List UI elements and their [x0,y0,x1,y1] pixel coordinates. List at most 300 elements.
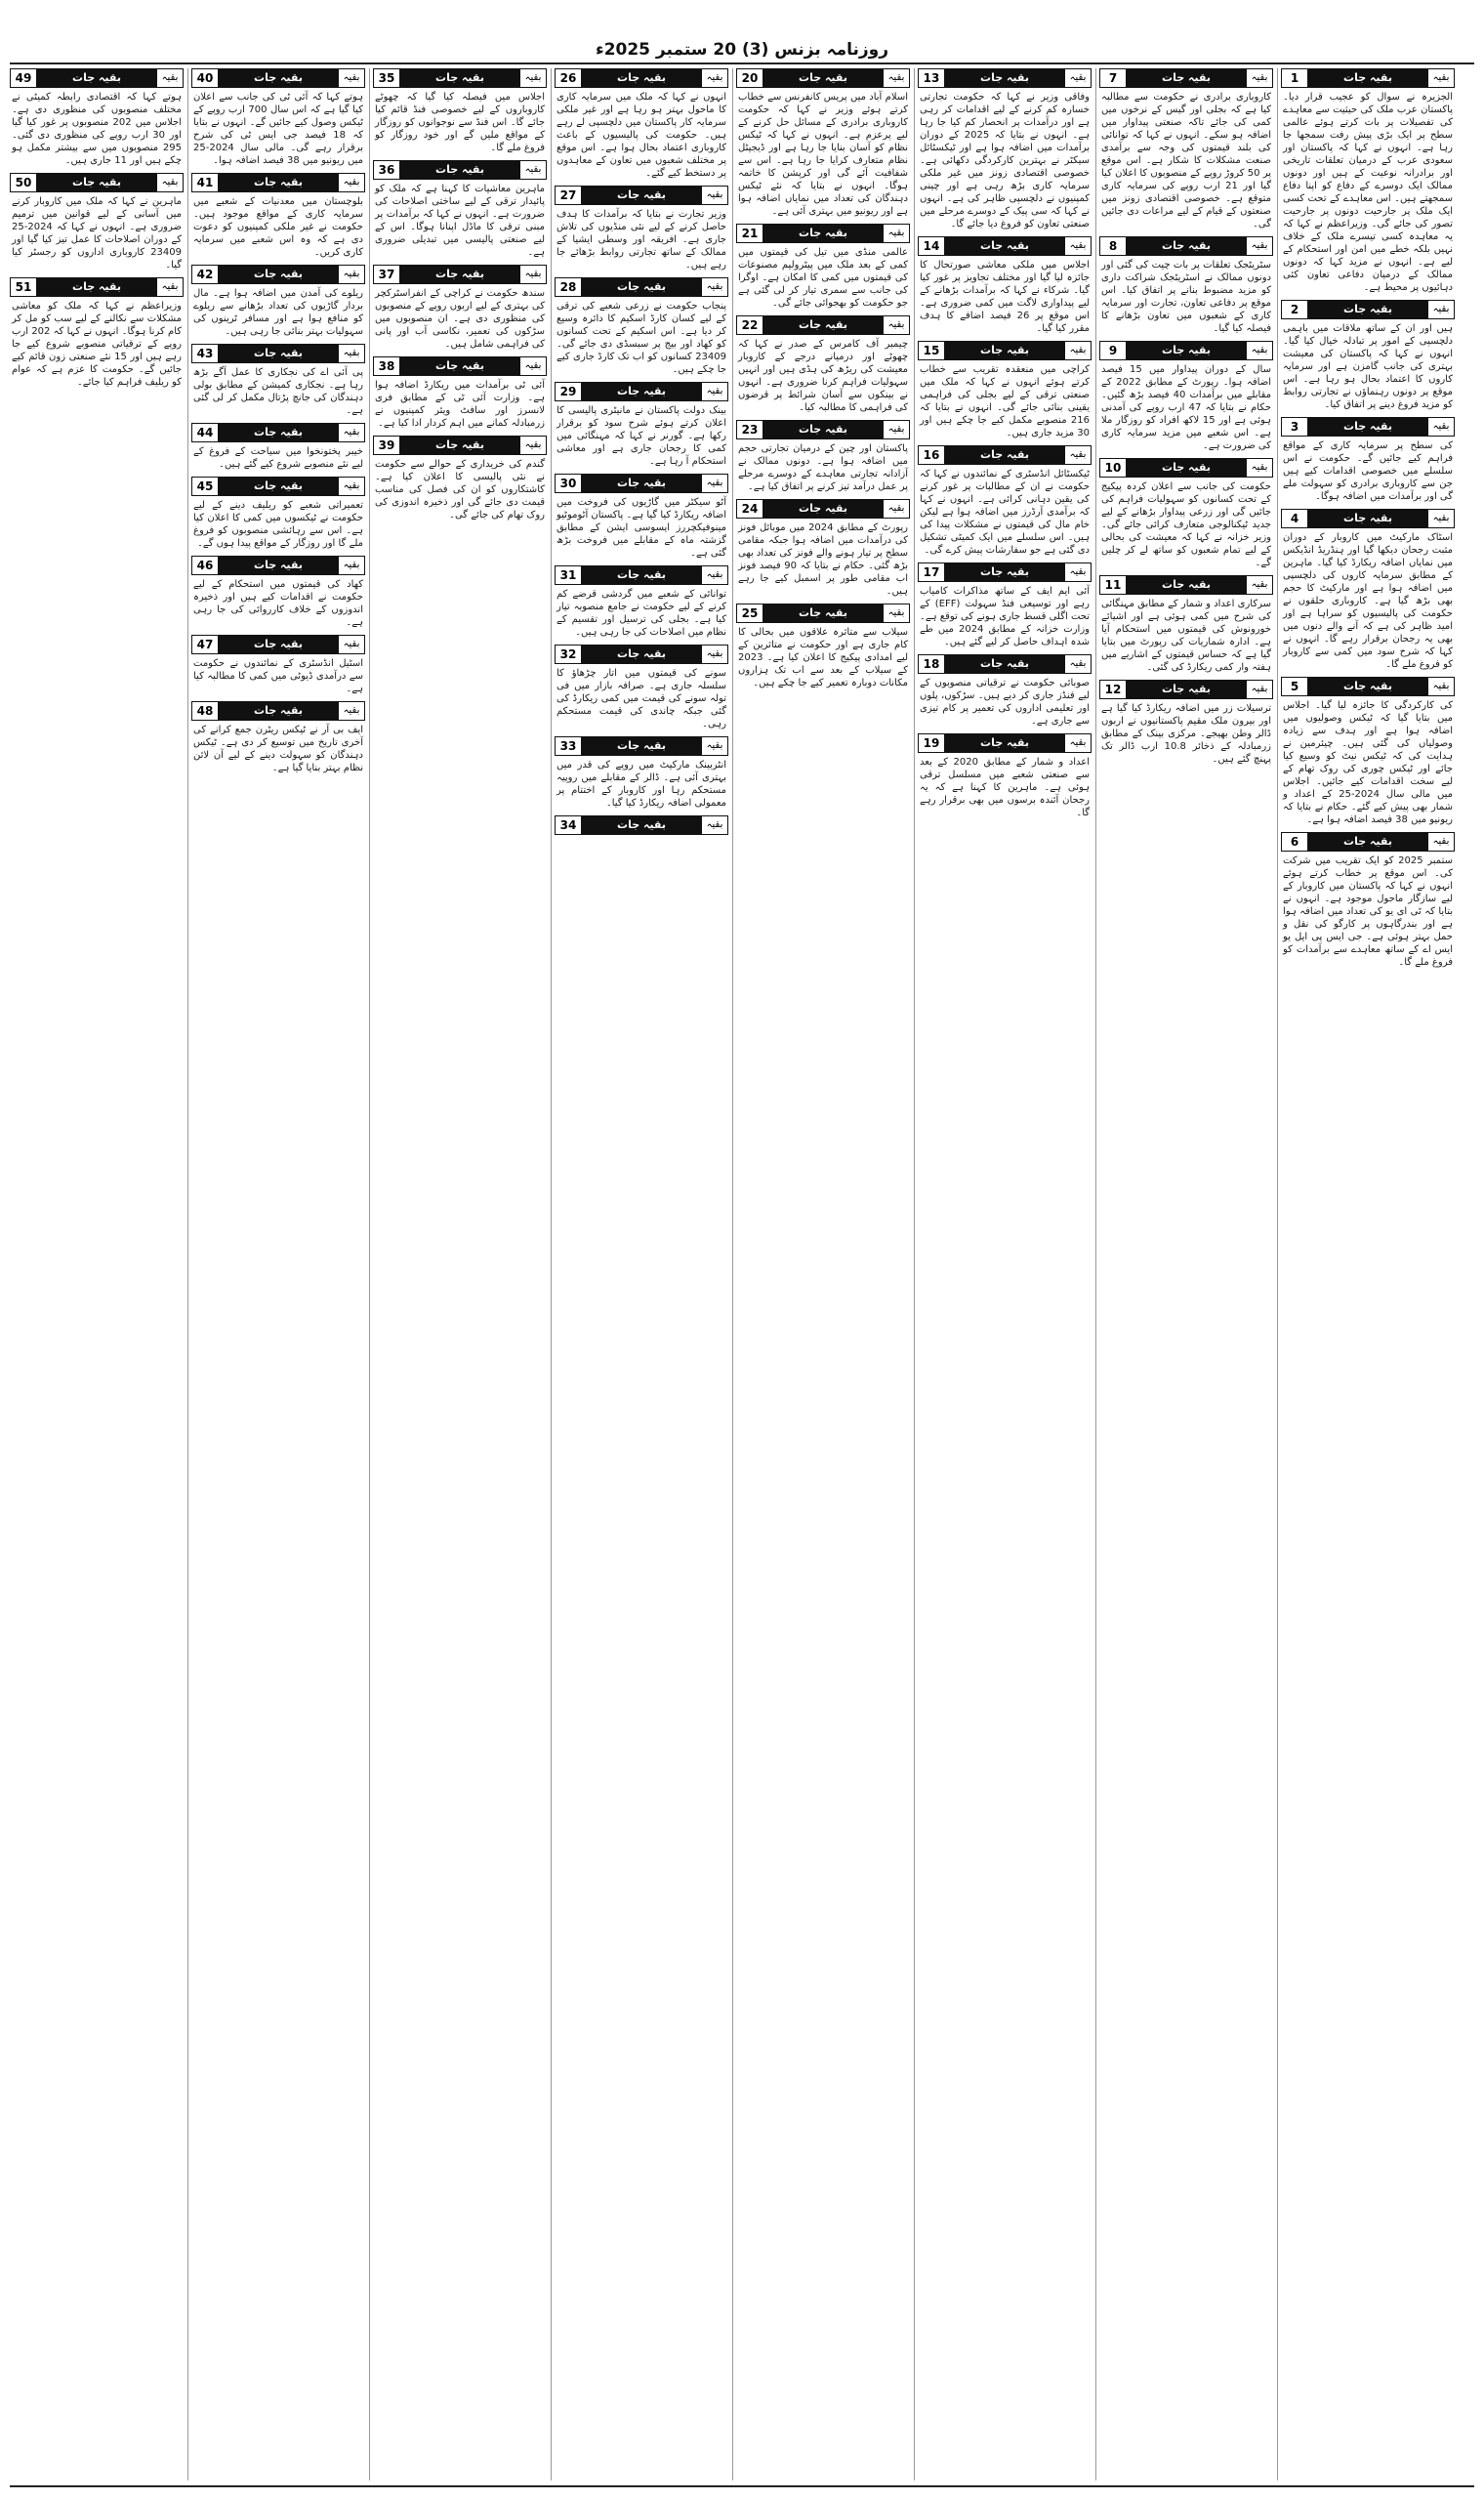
continuation-item [555,815,728,835]
continuation-tag: بقیہ [519,437,546,454]
section-label: بقیہ جات [1127,681,1246,698]
section-label: بقیہ جات [1308,510,1427,527]
item-number: 41 [192,174,219,191]
continuation-tag: بقیہ [1064,342,1091,359]
continuation-header [373,265,547,284]
continuation-header [1099,236,1273,256]
item-number: 16 [919,446,945,464]
continuation-item [555,68,728,180]
continuation-item [555,736,728,810]
item-number: 11 [1100,576,1127,594]
continuation-tag: بقیہ [701,383,727,400]
item-body-text: انٹربینک مارکیٹ میں روپے کی قدر میں بہتری آئی ہے۔ ڈالر کے مقابلے میں روپیہ مستحکم رہا اور کاروبار کے اختتام پر معمولی اضافہ ریکارڈ کیا گیا۔ [556,760,726,809]
section-label: بقیہ جات [219,345,338,362]
continuation-item [1281,832,1455,969]
continuation-header [1099,341,1273,360]
section-label: بقیہ جات [219,266,338,283]
continuation-header [1281,509,1455,528]
continuation-tag: بقیہ [883,604,909,622]
section-label: بقیہ جات [763,316,883,334]
item-body-text: پنجاب حکومت نے زرعی شعبے کی ترقی کے لیے کسان کارڈ اسکیم کا دائرہ وسیع کر دیا ہے۔ اس اسکیم کے تحت کسانوں کو کھاد اور بیج پر سبسڈی دی جائے گی۔ 23409 کسانوں کو اب تک کارڈ جاری کیے جا چکے ہیں۔ [556,301,726,375]
continuation-tag: بقیہ [519,266,546,283]
section-label: بقیہ جات [1127,342,1246,359]
item-body-text: اسٹیل انڈسٹری کے نمائندوں نے حکومت سے درآمدی ڈیوٹی میں کمی کا مطالبہ کیا ہے۔ [193,658,363,694]
continuation-tag: بقیہ [1064,446,1091,464]
continuation-tag: بقیہ [701,566,727,584]
item-body-text: بینک دولت پاکستان نے مانیٹری پالیسی کا اعلان کرتے ہوئے شرح سود کو برقرار رکھا ہے۔ گورنر نے کہا کہ مہنگائی میں کمی کا رجحان جاری ہے اور معاشی استحکام آ رہا ہے۔ [556,405,726,467]
continuation-header [555,736,728,756]
continuation-header [555,645,728,664]
section-label: بقیہ جات [1308,418,1427,436]
continuation-tag: بقیہ [883,500,909,518]
continuation-item [555,277,728,376]
column-4 [736,68,910,2480]
masthead-rule [10,62,1474,64]
item-number: 28 [556,278,582,296]
continuation-item [10,68,184,167]
continuation-header [191,477,365,496]
item-body-text: ماہرین نے کہا کہ ملک میں کاروبار کرنے میں آسانی کے لیے قوانین میں ترمیم ضروری ہے۔ انہوں نے کہا کہ 2024-25 کے دوران اصلاحات کا عمل تیز کیا گیا اور 23409 کاروباری اداروں کو رجسٹر کیا گیا۔ [12,196,182,271]
item-body-text: آئی ٹی برآمدات میں ریکارڈ اضافہ ہوا ہے۔ وزارت آئی ٹی کے مطابق فری لانسرز اور سافٹ ویئر کمپنیوں نے زرمبادلہ کمانے میں اہم کردار ادا کیا ہے۔ [375,380,545,429]
item-body-text: وزیراعظم نے کہا کہ ملک کو معاشی مشکلات سے نکالنے کے لیے سب کو مل کر کام کرنا ہوگا۔ انہوں نے کہا کہ 202 ارب روپے کے ترقیاتی منصوبے شروع کیے جا رہے ہیں اور 15 نئے صنعتی زون قائم کیے جائیں گے۔ حکومت کا عزم ہے کہ عوام کو ریلیف فراہم کیا جائے۔ [12,301,183,388]
item-body-text: کھاد کی قیمتوں میں استحکام کے لیے حکومت نے اقدامات کیے ہیں اور ذخیرہ اندوزوں کے خلاف کارروائی کی جا رہی ہے۔ [193,579,363,628]
item-body-text: کی کارکردگی کا جائزہ لیا گیا۔ اجلاس میں بتایا گیا کہ ٹیکس وصولیوں میں اضافہ ہوا ہے اور ہدف سے زیادہ وصولیاں کی گئی ہیں۔ چیئرمین نے ہدایت کی کہ ٹیکس نیٹ کو وسیع کیا جائے اور ٹیکس چوری کی روک تھام کے لیے سخت اقدامات کیے جائیں۔ اجلاس میں مالی سال 2024-25 کے اعداد و شمار بھی پیش کیے گئے۔ حکام نے بتایا کہ ریونیو میں 38 فیصد اضافہ ہوا ہے۔ [1283,700,1453,825]
continuation-tag: بقیہ [1427,678,1454,695]
item-number: 51 [11,278,37,296]
continuation-tag: بقیہ [519,357,546,375]
continuation-item [918,654,1092,728]
item-number: 3 [1282,418,1308,436]
continuation-tag: بقیہ [519,161,546,179]
column-separator [732,68,733,2480]
item-number: 46 [192,557,219,574]
section-label: بقیہ جات [1308,301,1427,318]
continuation-header [1099,68,1273,88]
item-body-text: عالمی منڈی میں تیل کی قیمتوں میں کمی کے بعد ملک میں پیٹرولیم مصنوعات کی قیمتوں میں کمی کا امکان ہے۔ اوگرا کی جانب سے سمری تیار کر لی گئی ہے جو حکومت کو بھجوائی جائے گی۔ [738,247,908,309]
continuation-item [555,382,728,468]
item-body-text: اجلاس میں ملکی معاشی صورتحال کا جائزہ لیا گیا اور مختلف تجاویز پر غور کیا گیا۔ شرکاء نے کہا کہ برآمدات بڑھانے کے لیے پیداواری لاگت میں کمی ضروری ہے۔ اس موقع پر 26 فیصد اضافے کا ہدف مقرر کیا گیا۔ [920,260,1090,334]
item-body-text: سال کے دوران پیداوار میں 15 فیصد اضافہ ہوا۔ رپورٹ کے مطابق 2022 کے مقابلے میں برآمدات 40 فیصد بڑھ گئیں۔ حکام نے بتایا کہ 47 ارب روپے کی آمدنی ہوئی ہے اور 15 لاکھ افراد کو روزگار ملا ہے۔ اس شعبے میں مزید سرمایہ کاری کی ضرورت ہے۔ [1101,364,1271,451]
continuation-item [555,645,728,730]
continuation-header [736,315,910,335]
item-body-text: سرکاری اعداد و شمار کے مطابق مہنگائی کی شرح میں کمی ہوئی ہے اور اشیائے خورونوش کی قیمتوں میں استحکام آیا ہے۔ ادارہ شماریات کی رپورٹ میں بتایا گیا ہے کہ حساس قیمتوں کے اشاریے میں ہفتہ وار کمی ریکارڈ کی گئی۔ [1101,599,1271,673]
item-number: 1 [1282,69,1308,87]
footer-rule [10,2485,1474,2487]
continuation-item [373,436,547,521]
item-body-text: وفاقی وزیر نے کہا کہ حکومت تجارتی خسارہ کم کرنے کے لیے اقدامات کر رہی ہے اور درآمدات پر انحصار کم کیا جا رہا ہے۔ انہوں نے بتایا کہ 2025 کے دوران برآمدات میں اضافہ ہوا ہے اور ٹیکسٹائل سیکٹر نے بہترین کارکردگی دکھائی ہے۔ خصوصی اقتصادی زونز میں غیر ملکی سرمایہ کاری بڑھ رہی ہے اور چینی کمپنیوں نے دلچسپی ظاہر کی ہے۔ انہوں نے کہا کہ سی پیک کے دوسرے مرحلے میں صنعتی تعاون کو فروغ دیا جائے گا۔ [920,92,1090,229]
section-label: بقیہ جات [400,69,519,87]
continuation-header [918,68,1092,88]
item-number: 18 [919,655,945,673]
item-body-text: خیبر پختونخوا میں سیاحت کے فروغ کے لیے نئے منصوبے شروع کیے گئے ہیں۔ [193,446,363,470]
item-number: 7 [1100,69,1127,87]
continuation-tag: بقیہ [701,646,727,663]
section-label: بقیہ جات [1127,459,1246,477]
continuation-item [373,160,547,259]
continuation-item [10,173,184,271]
continuation-item [736,420,910,493]
continuation-tag: بقیہ [883,316,909,334]
continuation-item [191,477,365,550]
section-label: بقیہ جات [582,278,701,296]
column-7 [191,68,365,2480]
section-label: بقیہ جات [37,174,156,191]
continuation-tag: بقیہ [338,266,364,283]
continuation-tag: بقیہ [1246,237,1272,255]
continuation-tag: بقیہ [338,174,364,191]
item-body-text: اسلام آباد میں پریس کانفرنس سے خطاب کرتے ہوئے وزیر نے کہا کہ حکومت کاروباری برادری کے مسائل حل کرنے کے لیے پرعزم ہے۔ انہوں نے کہا کہ ٹیکس نظام کو آسان بنایا جا رہا ہے اور ڈیجیٹل نظام متعارف کرایا جا رہا ہے۔ اس سے شفافیت آئے گی اور کرپشن کا خاتمہ ہوگا۔ انہوں نے بتایا کہ نئے ٹیکس دہندگان کی تعداد میں نمایاں اضافہ ہوا ہے اور ریونیو میں بہتری آئی ہے۔ [738,92,908,217]
continuation-header [736,68,910,88]
item-body-text: تعمیراتی شعبے کو ریلیف دینے کے لیے حکومت نے ٹیکسوں میں کمی کا اعلان کیا ہے۔ اس سے رہائشی منصوبوں کو فروغ ملے گا اور روزگار کے مواقع پیدا ہوں گے۔ [193,500,363,549]
continuation-item [736,499,910,598]
item-number: 2 [1282,301,1308,318]
item-body-text: ٹیکسٹائل انڈسٹری کے نمائندوں نے کہا کہ حکومت نے ان کے مطالبات پر غور کرنے کی یقین دہانی کرائی ہے۔ انہوں نے کہا کہ برآمدی آرڈرز میں اضافہ ہوا ہے لیکن خام مال کی قیمتوں نے مشکلات پیدا کی ہیں۔ اس سلسلے میں ایک کمیٹی تشکیل دی گئی ہے جو سفارشات پیش کرے گی۔ [920,469,1090,556]
continuation-tag: بقیہ [701,187,727,204]
continuation-tag: بقیہ [701,475,727,492]
column-separator [369,68,370,2480]
section-label: بقیہ جات [219,424,338,441]
column-separator [187,68,188,2480]
item-number: 30 [556,475,582,492]
section-label: بقیہ جات [582,737,701,755]
continuation-item [191,173,365,259]
item-body-text: انہوں نے کہا کہ ملک میں سرمایہ کاری کا ماحول بہتر ہو رہا ہے اور غیر ملکی سرمایہ کار پاکستان میں دلچسپی لے رہے ہیں۔ حکومت کی پالیسیوں کے باعث کاروباری اعتماد بحال ہوا ہے۔ اس موقع پر مختلف شعبوں میں تعاون کے معاہدوں پر دستخط کیے گئے۔ [556,92,726,179]
item-number: 24 [737,500,763,518]
continuation-header [1099,575,1273,595]
item-body-text: ہوتے کہا کہ آئی ٹی کی جانب سے اعلان کیا گیا ہے کہ اس سال 700 ارب روپے کے ٹیکس وصول کیے جائیں گے۔ انہوں نے بتایا کہ 18 فیصد جی ایس ٹی کی شرح برقرار رہے گی۔ مالی سال 2024-25 میں ریونیو میں 38 فیصد اضافہ ہوا۔ [193,92,363,166]
item-body-text: ستمبر 2025 کو ایک تقریب میں شرکت کی۔ اس موقع پر خطاب کرتے ہوئے انہوں نے کہا کہ پاکستان میں کاروبار کے لیے سازگار ماحول موجود ہے۔ انہوں نے بتایا کہ ٹی ای یو کی تعداد میں اضافہ ہوا ہے اور بندرگاہوں پر کارگو کی نقل و حمل بہتر ہوئی ہے۔ جی ایس پی ایل یو ایس اے کے ساتھ معاہدے سے برآمدات کو فروغ ملے گا۔ [1283,855,1453,968]
continuation-header [918,445,1092,465]
section-label: بقیہ جات [582,383,701,400]
column-separator [551,68,552,2480]
item-number: 23 [737,421,763,438]
item-number: 47 [192,636,219,653]
item-number: 25 [737,604,763,622]
continuation-header [918,341,1092,360]
continuation-item [1099,680,1273,766]
item-number: 44 [192,424,219,441]
section-label: بقیہ جات [219,557,338,574]
continuation-item [918,562,1092,648]
continuation-item [555,565,728,639]
continuation-tag: بقیہ [1427,833,1454,851]
continuation-item [191,556,365,629]
continuation-item [191,344,365,417]
continuation-header [1281,417,1455,437]
section-label: بقیہ جات [1308,833,1427,851]
continuation-tag: بقیہ [1064,69,1091,87]
continuation-tag: بقیہ [1246,681,1272,698]
continuation-header [191,265,365,284]
item-body-text: ماہرین معاشیات کا کہنا ہے کہ ملک کو پائیدار ترقی کے لیے ساختی اصلاحات کی ضرورت ہے۔ انہوں نے کہا کہ برآمدات پر مبنی ترقی کا ماڈل اپنانا ہوگا۔ اس کے لیے صنعتی پالیسی میں تبدیلی ضروری ہے۔ [375,184,545,258]
item-number: 27 [556,187,582,204]
continuation-tag: بقیہ [338,424,364,441]
continuation-item [736,604,910,689]
section-label: بقیہ جات [763,225,883,242]
continuation-item [191,423,365,471]
continuation-header [191,556,365,575]
continuation-header [191,344,365,363]
item-number: 17 [919,563,945,581]
section-label: بقیہ جات [1127,69,1246,87]
item-number: 37 [374,266,400,283]
continuation-item [1099,458,1273,569]
continuation-item [1099,236,1273,335]
continuation-item [191,701,365,774]
section-label: بقیہ جات [400,266,519,283]
continuation-tag: بقیہ [883,225,909,242]
continuation-header [555,815,728,835]
section-label: بقیہ جات [763,69,883,87]
continuation-item [1099,341,1273,452]
item-number: 8 [1100,237,1127,255]
section-label: بقیہ جات [582,816,701,834]
continuation-header [191,701,365,721]
section-label: بقیہ جات [1308,69,1427,87]
column-6 [373,68,547,2480]
continuation-tag: بقیہ [1427,301,1454,318]
section-label: بقیہ جات [219,174,338,191]
continuation-header [191,635,365,654]
masthead [0,0,1484,61]
item-body-text: سٹریٹجک تعلقات پر بات چیت کی گئی اور دونوں ممالک نے اسٹریٹجک شراکت داری کو مزید مضبوط بنانے پر اتفاق کیا۔ اس موقع پر دفاعی تعاون، تجارت اور سرمایہ کاری کے شعبوں میں تعاون بڑھانے کا فیصلہ کیا گیا۔ [1101,260,1271,334]
continuation-header [736,499,910,519]
item-body-text: وزیر تجارت نے بتایا کہ برآمدات کا ہدف حاصل کرنے کے لیے نئی منڈیوں کی تلاش جاری ہے۔ افریقہ اور وسطی ایشیا کے ممالک کے ساتھ تجارتی روابط بڑھائے جا رہے ہیں۔ [556,209,726,271]
section-label: بقیہ جات [37,278,156,296]
section-label: بقیہ جات [582,187,701,204]
continuation-header [555,474,728,493]
continuation-item [736,224,910,310]
item-body-text: کاروباری برادری نے حکومت سے مطالبہ کیا ہے کہ بجلی اور گیس کے نرخوں میں کمی کی جائے تاکہ صنعتی پیداوار میں اضافہ ہو سکے۔ انہوں نے کہا کہ توانائی کی بلند قیمتوں کی وجہ سے برآمدی صنعت مشکلات کا شکار ہے۔ اس موقع پر 50 کروڑ روپے کے منصوبوں کا اعلان کیا گیا اور 21 ارب روپے کی سرمایہ کاری متوقع ہے۔ خصوصی اقتصادی زونز میں صنعتوں کے قیام کے لیے مراعات دی جائیں گی۔ [1101,92,1271,229]
continuation-item [1281,300,1455,411]
continuation-tag: بقیہ [701,737,727,755]
continuation-header [555,186,728,205]
item-body-text: صوبائی حکومت نے ترقیاتی منصوبوں کے لیے فنڈز جاری کر دیے ہیں۔ سڑکوں، پلوں اور تعلیمی اداروں کی تعمیر پر کام تیزی سے جاری ہے۔ [920,678,1090,727]
item-body-text: ایف بی آر نے ٹیکس ریٹرن جمع کرانے کی آخری تاریخ میں توسیع کر دی ہے۔ ٹیکس دہندگان کو سہولت دینے کے لیے آن لائن نظام بہتر بنایا گیا ہے۔ [193,725,363,773]
section-label: بقیہ جات [582,69,701,87]
continuation-header [1281,832,1455,852]
continuation-tag: بقیہ [701,69,727,87]
item-number: 4 [1282,510,1308,527]
continuation-tag: بقیہ [338,702,364,720]
item-number: 31 [556,566,582,584]
section-label: بقیہ جات [763,500,883,518]
continuation-header [1099,680,1273,699]
section-label: بقیہ جات [219,636,338,653]
continuation-item [918,733,1092,819]
item-body-text: اجلاس میں فیصلہ کیا گیا کہ چھوٹے کاروباروں کے لیے خصوصی فنڈ قائم کیا جائے گا۔ اس فنڈ سے نوجوانوں کو روزگار کے مواقع ملیں گے اور خود روزگار کو فروغ ملے گا۔ [375,92,545,153]
continuation-item [918,236,1092,335]
continuation-header [555,382,728,401]
section-label: بقیہ جات [945,69,1064,87]
continuation-item [1281,677,1455,826]
continuation-header [555,277,728,297]
continuation-item [191,68,365,167]
item-body-text: چیمبر آف کامرس کے صدر نے کہا کہ چھوٹے اور درمیانے درجے کے کاروبار معیشت کی ریڑھ کی ہڈی ہیں اور انہیں سہولیات فراہم کرنا ضروری ہے۔ انہوں نے بینکوں سے آسان شرائط پر قرضوں کی فراہمی کا مطالبہ کیا۔ [738,339,908,413]
item-body-text: رپورٹ کے مطابق 2024 میں موبائل فونز کی درآمدات میں اضافہ ہوا جبکہ مقامی سطح پر تیار ہونے والے فونز کی تعداد بھی بڑھ گئی۔ حکام نے بتایا کہ 90 فیصد فونز اب مقامی طور پر اسمبل کیے جا رہے ہیں۔ [738,522,908,597]
continuation-tag: بقیہ [1246,459,1272,477]
section-label: بقیہ جات [763,604,883,622]
item-number: 13 [919,69,945,87]
column-2 [1099,68,1273,2480]
item-body-text: ترسیلات زر میں اضافہ ریکارڈ کیا گیا ہے اور بیرون ملک مقیم پاکستانیوں نے اربوں ڈالر وطن بھیجے۔ مرکزی بینک کے مطابق زرمبادلہ کے ذخائر 10.8 ارب ڈالر تک پہنچ گئے ہیں۔ [1101,703,1271,765]
continuation-item [555,186,728,271]
section-label: بقیہ جات [582,646,701,663]
item-number: 26 [556,69,582,87]
item-body-text: حکومت کی جانب سے اعلان کردہ پیکیج کے تحت کسانوں کو سہولیات فراہم کی جائیں گی اور زرعی پیداوار بڑھانے کے لیے جدید ٹیکنالوجی متعارف کرائی جائے گی۔ وزیر خزانہ نے کہا کہ معیشت کی بحالی کے لیے تمام شعبوں کو ساتھ لے کر چلیں گے۔ [1101,481,1271,568]
item-number: 14 [919,237,945,255]
section-label: بقیہ جات [37,69,156,87]
column-5 [555,68,728,2480]
item-number: 36 [374,161,400,179]
item-number: 20 [737,69,763,87]
item-number: 32 [556,646,582,663]
continuation-header [555,68,728,88]
item-number: 22 [737,316,763,334]
continuation-header [918,654,1092,674]
item-body-text: اعداد و شمار کے مطابق 2020 کے بعد سے صنعتی شعبے میں مسلسل ترقی ہوئی ہے۔ ماہرین کا کہنا ہے کہ یہ رجحان آئندہ برسوں میں بھی برقرار رہے گا۔ [920,757,1090,818]
continuation-tag: بقیہ [519,69,546,87]
continuation-tag: بقیہ [883,69,909,87]
continuation-item [1281,68,1455,294]
item-body-text: پاکستان اور چین کے درمیان تجارتی حجم میں اضافہ ہوا ہے۔ دونوں ممالک نے آزادانہ تجارتی معاہدے کے دوسرے مرحلے پر عمل درآمد تیز کرنے پر اتفاق کیا ہے۔ [738,443,908,492]
continuation-header [1099,458,1273,478]
continuation-header [373,356,547,376]
continuation-item [1099,68,1273,230]
section-label: بقیہ جات [400,437,519,454]
item-number: 29 [556,383,582,400]
continuation-tag: بقیہ [1427,69,1454,87]
section-label: بقیہ جات [1127,576,1246,594]
continuation-tag: بقیہ [1064,734,1091,752]
item-body-text: توانائی کے شعبے میں گردشی قرضے کم کرنے کے لیے حکومت نے جامع منصوبہ تیار کیا ہے۔ بجلی کی ترسیل اور تقسیم کے نظام میں اصلاحات کی جا رہی ہیں۔ [556,589,726,638]
column-1 [1281,68,1455,2480]
item-body-text: سندھ حکومت نے کراچی کے انفراسٹرکچر کی بہتری کے لیے اربوں روپے کے منصوبوں کی منظوری دی ہے۔ ان منصوبوں میں سڑکوں کی تعمیر، نکاسی آب اور پانی کی فراہمی شامل ہیں۔ [375,288,545,350]
continuation-tag: بقیہ [156,174,183,191]
continuation-header [373,436,547,455]
continuation-header [373,68,547,88]
continuation-header [10,173,184,192]
item-body-text: کراچی میں منعقدہ تقریب سے خطاب کرتے ہوئے انہوں نے کہا کہ ملک میں صنعتی ترقی کے لیے بجلی کی فراہمی یقینی بنائی جائے گی۔ انہوں نے بتایا کہ 216 منصوبے مکمل کیے جا چکے ہیں اور 30 مزید جاری ہیں۔ [920,364,1090,438]
section-label: بقیہ جات [945,342,1064,359]
continuation-header [10,277,184,297]
continuation-item [373,265,547,351]
continuation-item [373,356,547,430]
item-number: 42 [192,266,219,283]
continuation-header [10,68,184,88]
continuation-header [918,733,1092,753]
item-body-text: الجزیرہ نے سوال کو عجیب قرار دیا۔ پاکستان عرب ملک کی حیثیت سے معاہدے کی تفصیلات پر بات کرتے ہوئے عالمی سطح پر ایک بڑی پیش رفت سمجھا جا رہا ہے۔ انہوں نے کہا کہ پاکستان اور سعودی عرب کے درمیان تعلقات تاریخی اور برادرانہ نوعیت کے ہیں اور دونوں ممالک ایک دوسرے کے دفاع کو اپنا دفاع سمجھتے ہیں۔ اس معاہدے کے تحت کسی ایک ملک پر جارحیت دونوں پر جارحیت تصور کی جائے گی۔ وزیراعظم نے کہا کہ یہ معاہدہ کسی تیسرے ملک کے خلاف نہیں بلکہ خطے میں امن اور استحکام کے لیے ہے۔ انہوں نے مزید کہا کہ دونوں ممالک کے درمیان دفاعی تعاون کئی دہائیوں پر محیط ہے۔ [1283,92,1453,293]
item-number: 35 [374,69,400,87]
continuation-header [918,236,1092,256]
item-number: 5 [1282,678,1308,695]
continuation-tag: بقیہ [156,69,183,87]
item-body-text: پی آئی اے کی نجکاری کا عمل آگے بڑھ رہا ہے۔ نجکاری کمیشن کے مطابق بولی دہندگان کی جانچ پڑتال مکمل کر لی گئی ہے۔ [193,367,363,416]
continuation-tag: بقیہ [1427,510,1454,527]
continuation-header [555,565,728,585]
item-number: 21 [737,225,763,242]
item-number: 48 [192,702,219,720]
item-number: 12 [1100,681,1127,698]
item-number: 38 [374,357,400,375]
item-number: 40 [192,69,219,87]
item-number: 34 [556,816,582,834]
continuation-item [1281,417,1455,503]
continuation-item [555,474,728,560]
section-label: بقیہ جات [945,734,1064,752]
continuation-header [373,160,547,180]
item-number: 43 [192,345,219,362]
continuation-header [736,604,910,623]
item-body-text: سیلاب سے متاثرہ علاقوں میں بحالی کا کام جاری ہے اور حکومت نے متاثرین کے لیے امدادی پیکیج کا اعلان کیا ہے۔ 2023 کے سیلاب کے بعد سے اب تک ہزاروں مکانات دوبارہ تعمیر کیے جا چکے ہیں۔ [738,627,908,688]
continuation-tag: بقیہ [338,557,364,574]
continuation-tag: بقیہ [1246,576,1272,594]
section-label: بقیہ جات [763,421,883,438]
item-number: 33 [556,737,582,755]
item-body-text: آٹو سیکٹر میں گاڑیوں کی فروخت میں اضافہ ریکارڈ کیا گیا ہے۔ پاکستان آٹوموٹیو مینوفیکچررز ایسوسی ایشن کے مطابق گزشتہ ماہ کے مقابلے میں فروخت بڑھ گئی ہے۔ [556,497,726,559]
section-label: بقیہ جات [1308,678,1427,695]
continuation-item [736,315,910,414]
continuation-item [373,68,547,154]
continuation-item [918,68,1092,230]
item-number: 50 [11,174,37,191]
item-number: 9 [1100,342,1127,359]
continuation-header [1281,677,1455,696]
item-number: 10 [1100,459,1127,477]
column-separator [914,68,915,2480]
section-label: بقیہ جات [1127,237,1246,255]
continuation-tag: بقیہ [338,478,364,495]
continuation-header [191,423,365,442]
continuation-tag: بقیہ [338,345,364,362]
section-label: بقیہ جات [945,655,1064,673]
continuation-tag: بقیہ [1064,237,1091,255]
item-body-text: بلوچستان میں معدنیات کے شعبے میں سرمایہ کاری کے مواقع موجود ہیں۔ حکومت نے غیر ملکی کمپنیوں کو دعوت دی ہے کہ وہ اس شعبے میں سرمایہ کاری کریں۔ [193,196,363,258]
section-label: بقیہ جات [582,475,701,492]
section-label: بقیہ جات [219,478,338,495]
item-number: 45 [192,478,219,495]
continuation-header [1281,300,1455,319]
item-number: 49 [11,69,37,87]
continuation-tag: بقیہ [883,421,909,438]
continuation-item [10,277,184,389]
continuation-tag: بقیہ [1064,655,1091,673]
masthead-title: روزنامہ بزنس (3) 20 ستمبر 2025ء [595,40,889,60]
continuation-item [918,341,1092,439]
section-label: بقیہ جات [219,69,338,87]
continuation-tag: بقیہ [701,816,727,834]
continuation-header [736,420,910,439]
continuation-item [1099,575,1273,674]
continuation-tag: بقیہ [338,69,364,87]
item-body-text: سونے کی قیمتوں میں اتار چڑھاؤ کا سلسلہ جاری ہے۔ صرافہ بازار میں فی تولہ سونے کی قیمت میں کمی ریکارڈ کی گئی جبکہ چاندی کی قیمت مستحکم رہی۔ [556,668,726,729]
column-3 [918,68,1092,2480]
item-number: 15 [919,342,945,359]
item-body-text: ہیں اور ان کے ساتھ ملاقات میں باہمی دلچسپی کے امور پر تبادلہ خیال کیا گیا۔ انہوں نے کہا کہ پاکستان کی معیشت بہتری کی جانب گامزن ہے اور سرمایہ کاروں کا اعتماد بحال ہو رہا ہے۔ اس موقع پر دونوں رہنماؤں نے تجارتی روابط کو مزید فروغ دینے پر اتفاق کیا۔ [1283,323,1453,410]
continuation-header [191,68,365,88]
section-label: بقیہ جات [582,566,701,584]
item-body-text: اسٹاک مارکیٹ میں کاروبار کے دوران مثبت رجحان دیکھا گیا اور ہنڈریڈ انڈیکس میں نمایاں اضافہ ریکارڈ کیا گیا۔ ماہرین کے مطابق سرمایہ کاروں کی دلچسپی میں اضافہ ہوا ہے اور مارکیٹ کا حجم بھی بڑھ گیا ہے۔ کاروباری حلقوں نے حکومت کی پالیسیوں کو سراہا ہے اور امید ظاہر کی ہے کہ آنے والے دنوں میں بھی یہ رجحان برقرار رہے گا۔ انہوں نے کہا کہ شرح سود میں کمی سے کاروبار کو فروغ ملے گا۔ [1283,532,1453,670]
continuation-item [918,445,1092,557]
item-number: 6 [1282,833,1308,851]
continuation-tag: بقیہ [1246,69,1272,87]
continuation-tag: بقیہ [156,278,183,296]
continuation-tag: بقیہ [1246,342,1272,359]
continuation-item [191,265,365,338]
continuation-tag: بقیہ [338,636,364,653]
continuation-header [191,173,365,192]
continuation-item [1281,509,1455,671]
